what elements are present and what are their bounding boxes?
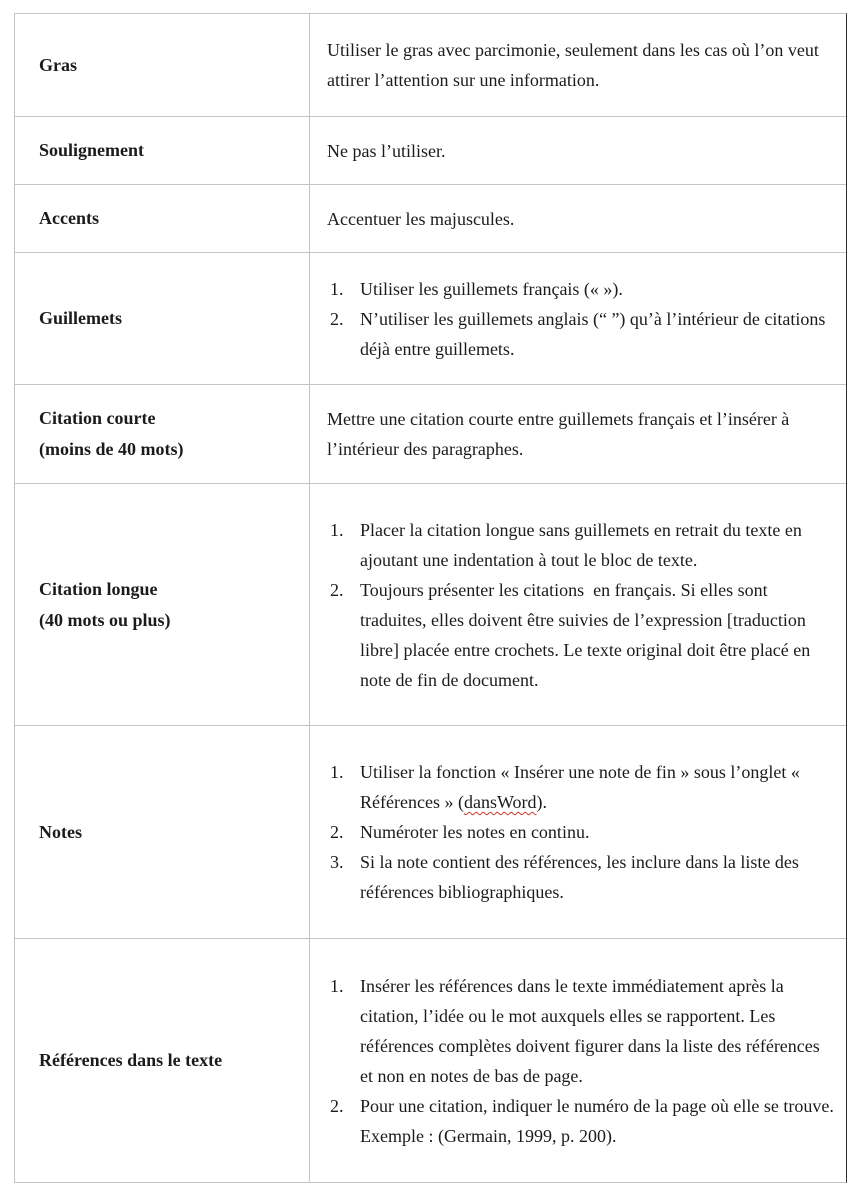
item-text: Pour une citation, indiquer le numéro de la page où elle se trouve. Exemple : (Germain, 1999, p. 200). bbox=[360, 1095, 839, 1146]
table-row bbox=[15, 14, 846, 117]
value-cell bbox=[310, 484, 846, 725]
row-label: Accents bbox=[39, 208, 99, 228]
table-row bbox=[15, 939, 846, 1182]
value-cell bbox=[310, 185, 846, 252]
item-text: Utiliser la fonction « Insérer une note de fin » sous l’onglet « Références » (dansWord). bbox=[360, 762, 805, 812]
value-cell bbox=[310, 117, 846, 184]
misspelled-word: dansWord bbox=[463, 792, 537, 812]
value-cell bbox=[310, 385, 846, 483]
row-label: Citation longue bbox=[39, 578, 158, 599]
numbered-list-item bbox=[327, 971, 834, 1091]
item-number: 1. bbox=[330, 975, 344, 996]
numbered-list-item bbox=[327, 757, 834, 817]
label-cell bbox=[15, 117, 310, 184]
table-row bbox=[15, 185, 846, 253]
item-text: Toujours présenter les citations en français. Si elles sont traduites, elles doivent être suivies de l’expression [traduction libre] placée entre crochets. Le texte original doit être placé en note de fin de document. bbox=[360, 579, 815, 690]
label-cell bbox=[15, 14, 310, 116]
row-label: Références dans le texte bbox=[39, 1050, 223, 1070]
cell-paragraph: Accentuer les majuscules. bbox=[327, 208, 515, 229]
item-text: Si la note contient des références, les inclure dans la liste des références bibliographiques. bbox=[360, 852, 804, 902]
item-text: Numéroter les notes en continu. bbox=[360, 822, 590, 842]
item-text: N’utiliser les guillemets anglais (“ ”) qu’à l’intérieur de citations déjà entre guillemets. bbox=[360, 308, 830, 359]
numbered-list-item bbox=[327, 817, 834, 847]
item-text: Placer la citation longue sans guillemets en retrait du texte en ajoutant une indentation à tout le bloc de texte. bbox=[360, 519, 807, 570]
table-row bbox=[15, 117, 846, 185]
item-text: Utiliser les guillemets français (« »). bbox=[360, 278, 623, 299]
numbered-list-item bbox=[327, 1091, 839, 1151]
table-row bbox=[15, 484, 846, 726]
item-number: 1. bbox=[330, 762, 344, 782]
value-cell bbox=[310, 253, 846, 384]
item-number: 2. bbox=[330, 308, 344, 329]
numbered-list-item bbox=[327, 575, 834, 695]
item-number: 2. bbox=[330, 579, 344, 600]
numbered-list-item bbox=[327, 274, 834, 304]
value-cell bbox=[310, 14, 846, 116]
value-cell bbox=[310, 939, 846, 1182]
value-cell bbox=[310, 726, 846, 938]
label-cell bbox=[15, 939, 310, 1182]
table-row bbox=[15, 385, 846, 484]
label-cell bbox=[15, 253, 310, 384]
row-label: Notes bbox=[39, 821, 82, 842]
row-label: Gras bbox=[39, 54, 77, 75]
label-cell bbox=[15, 484, 310, 725]
cell-paragraph: Ne pas l’utiliser. bbox=[327, 140, 446, 161]
item-number: 1. bbox=[330, 278, 344, 299]
row-label: Soulignement bbox=[39, 140, 145, 160]
item-number: 2. bbox=[330, 822, 344, 842]
row-label-secondary: (40 mots ou plus) bbox=[39, 609, 171, 630]
row-label: Guillemets bbox=[39, 308, 122, 328]
style-guidelines-table bbox=[14, 13, 847, 1183]
cell-paragraph: Utiliser le gras avec parcimonie, seulement dans les cas où l’on veut attirer l’attention sur une information. bbox=[327, 40, 824, 90]
label-cell bbox=[15, 726, 310, 938]
item-number: 3. bbox=[330, 852, 344, 872]
row-label: Citation courte bbox=[39, 408, 156, 428]
item-number: 1. bbox=[330, 519, 344, 540]
label-cell bbox=[15, 385, 310, 483]
numbered-list-item bbox=[327, 847, 834, 907]
numbered-list-item bbox=[327, 304, 834, 364]
item-number: 2. bbox=[330, 1095, 344, 1116]
row-label-secondary: (moins de 40 mots) bbox=[39, 439, 184, 459]
label-cell bbox=[15, 185, 310, 252]
table-row bbox=[15, 253, 846, 385]
item-text: Insérer les références dans le texte immédiatement après la citation, l’idée ou le mot auxquels elles se rapportent. Les références complètes doivent figurer dans la liste des références et non en notes de bas de page. bbox=[360, 975, 825, 1086]
numbered-list-item bbox=[327, 515, 834, 575]
cell-paragraph: Mettre une citation courte entre guillemets français et l’insérer à l’intérieur des paragraphes. bbox=[327, 409, 794, 459]
table-row bbox=[15, 726, 846, 939]
